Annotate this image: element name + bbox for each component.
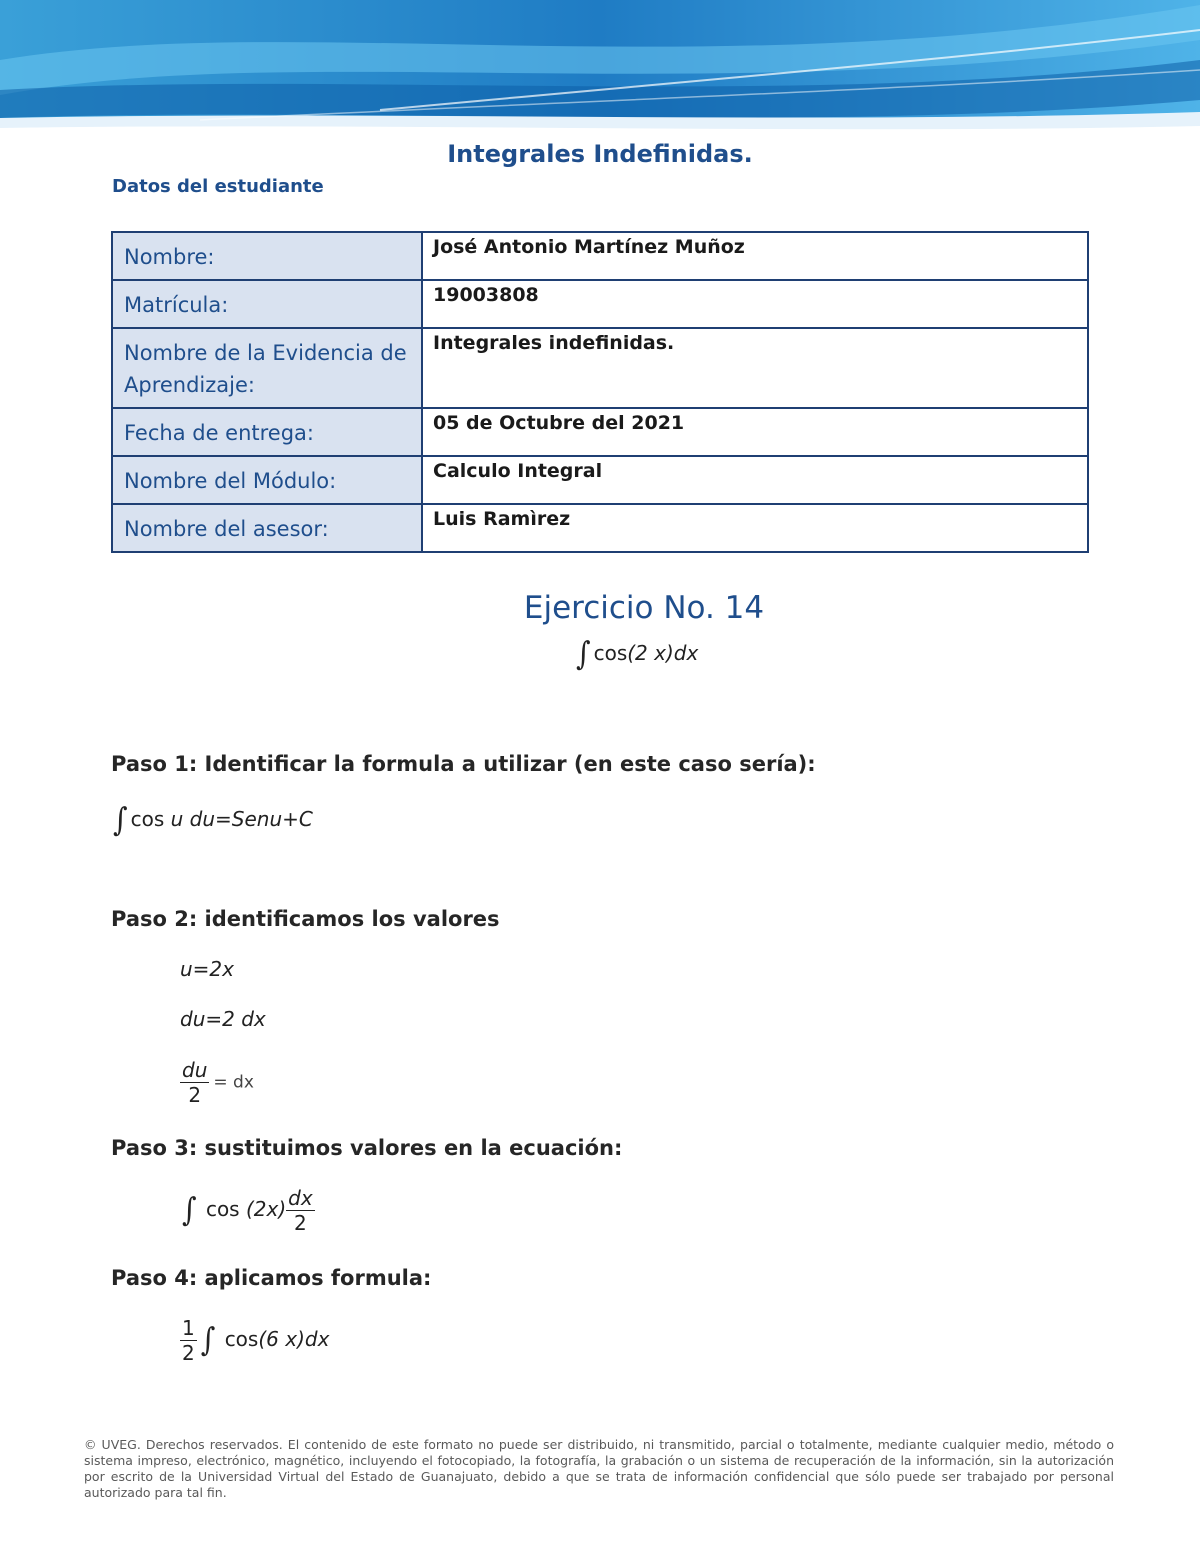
- equation-text: u=2x: [180, 957, 234, 981]
- table-row: [112, 280, 1088, 328]
- function-argument: (6 x): [258, 1327, 305, 1351]
- student-info-table: [111, 231, 1089, 553]
- row-value: 19003808: [422, 280, 1088, 328]
- equation-rhs: = dx: [213, 1072, 254, 1093]
- exercise-title: Ejercicio No. 14: [523, 590, 765, 626]
- fraction-denominator: 2: [188, 1083, 202, 1107]
- step-3-heading: Paso 3: sustituimos valores en la ecuación:: [111, 1136, 623, 1160]
- row-label: Nombre del asesor:: [112, 504, 422, 552]
- row-value: José Antonio Martínez Muñoz: [422, 232, 1088, 280]
- step-2-du-definition: [180, 1007, 266, 1031]
- step-2-u-definition: [180, 957, 234, 981]
- row-label: Nombre:: [112, 232, 422, 280]
- function-name: cos: [205, 1197, 240, 1221]
- table-row: [112, 408, 1088, 456]
- table-row: [112, 232, 1088, 280]
- formula-body: u du=Senu+C: [170, 807, 313, 831]
- function-argument: (2x): [245, 1197, 287, 1221]
- row-value: Luis Ramìrez: [422, 504, 1088, 552]
- row-value: 05 de Octubre del 2021: [422, 408, 1088, 456]
- row-label: Matrícula:: [112, 280, 422, 328]
- fraction-denominator: 2: [182, 1341, 195, 1365]
- row-label: Nombre de la Evidencia de Aprendizaje:: [112, 328, 422, 408]
- step-3-formula: [182, 1186, 319, 1235]
- step-1-heading: Paso 1: Identificar la formula a utilizar (en este caso sería):: [111, 752, 816, 776]
- fraction: [286, 1186, 315, 1235]
- fraction-numerator: dx: [288, 1186, 313, 1210]
- document-title: Integrales Indefinidas.: [447, 140, 753, 168]
- row-label: Nombre del Módulo:: [112, 456, 422, 504]
- integral-symbol: ∫: [113, 800, 128, 839]
- differential: dx: [304, 1327, 330, 1351]
- student-data-heading: Datos del estudiante: [112, 176, 324, 197]
- equation-text: du=2 dx: [180, 1007, 266, 1031]
- row-value: Integrales indefinidas.: [422, 328, 1088, 408]
- differential: dx: [673, 641, 699, 665]
- fraction-numerator: du: [182, 1058, 208, 1082]
- table-row: [112, 456, 1088, 504]
- integral-symbol: ∫: [182, 1190, 197, 1229]
- fraction-denominator: 2: [294, 1211, 307, 1235]
- table-row: [112, 504, 1088, 552]
- integral-symbol: ∫: [576, 634, 591, 673]
- fraction: [180, 1316, 197, 1365]
- fraction: [180, 1058, 209, 1107]
- header-banner: [0, 0, 1200, 150]
- fraction-numerator: 1: [182, 1316, 195, 1340]
- row-label: Fecha de entrega:: [112, 408, 422, 456]
- step-4-heading: Paso 4: aplicamos formula:: [111, 1266, 432, 1290]
- function-name: cos: [224, 1327, 259, 1351]
- copyright-footer: © UVEG. Derechos reservados. El contenido de este formato no puede ser distribuido, ni transmitido, parcial o totalmente, mediante cualquier medio, método o sistema impreso, electrónico, magnético, incluyendo el fotocopiado, la fotografía, la grabación o un sistema de recuperación de la información, sin la autorización por escrito de la Universidad Virtual del Estado de Guanajuato, debido a que se trata de información confidencial que sólo puede ser trabajado por personal autorizado para tal fin.: [84, 1437, 1114, 1500]
- step-2-dx-fraction: [180, 1058, 254, 1107]
- integral-symbol: ∫: [200, 1320, 216, 1359]
- exercise-integral: [576, 634, 699, 673]
- function-argument: (2 x): [627, 641, 674, 665]
- table-row: [112, 328, 1088, 408]
- row-value: Calculo Integral: [422, 456, 1088, 504]
- step-4-formula: [180, 1316, 329, 1365]
- step-2-heading: Paso 2: identificamos los valores: [111, 907, 500, 931]
- step-1-formula: [113, 800, 313, 839]
- function-name: cos: [593, 641, 628, 665]
- function-name: cos: [130, 807, 165, 831]
